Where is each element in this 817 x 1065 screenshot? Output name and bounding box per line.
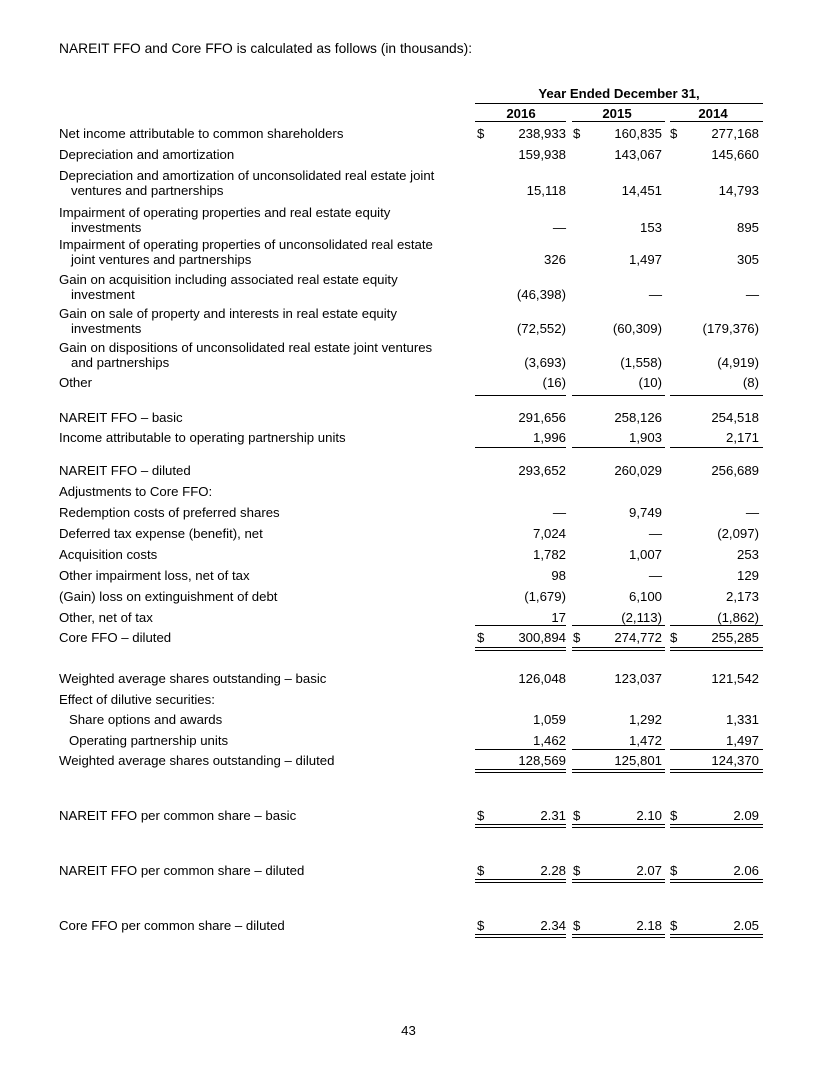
total-double-rule	[475, 937, 566, 938]
row-label-line: Other, net of tax	[59, 610, 153, 625]
cell-value-2015: 1,292	[628, 712, 662, 727]
row-label	[59, 753, 334, 768]
cell-value-2016: 126,048	[518, 671, 566, 686]
cell-value-2014: 1,497	[725, 733, 759, 748]
row-label-line: Income attributable to operating partnership units	[59, 430, 346, 445]
row-label-continuation: investments	[71, 321, 142, 336]
total-double-rule	[670, 934, 763, 935]
row-label-line: NAREIT FFO – diluted	[59, 463, 191, 478]
total-double-rule	[475, 882, 566, 883]
row-label-line: Core FFO per common share – diluted	[59, 918, 285, 933]
row-label	[59, 410, 183, 425]
cell-value-2014: 277,168	[711, 126, 759, 141]
row-label	[59, 547, 157, 562]
cell-value-2016: 2.34	[540, 918, 566, 933]
currency-symbol: $	[670, 808, 678, 823]
cell-value-2015: 1,007	[628, 547, 662, 562]
total-double-rule	[670, 937, 763, 938]
row-label-continuation: and partnerships	[71, 355, 170, 370]
cell-value-2015: (10)	[638, 375, 662, 390]
total-double-rule	[572, 650, 665, 651]
total-double-rule	[670, 824, 763, 825]
row-label-continuation: ventures and partnerships	[71, 183, 224, 198]
subtotal-rule	[670, 625, 763, 626]
row-label-line: Impairment of operating properties of unconsolidated real estate	[59, 237, 433, 252]
cell-value-2016: 7,024	[532, 526, 566, 541]
cell-value-2015: 274,772	[614, 630, 662, 645]
cell-value-2014: —	[745, 287, 759, 302]
total-double-rule	[475, 772, 566, 773]
row-label	[69, 733, 228, 748]
cell-value-2015: 1,497	[628, 252, 662, 267]
cell-value-2015: 1,472	[628, 733, 662, 748]
total-double-rule	[475, 879, 566, 880]
cell-value-2014: 145,660	[711, 147, 759, 162]
row-label-line: NAREIT FFO per common share – diluted	[59, 863, 305, 878]
cell-value-2014: (2,097)	[717, 526, 759, 541]
row-label-line: Gain on acquisition including associated real estate equity	[59, 272, 398, 287]
year-rule-2016	[475, 121, 566, 122]
total-double-rule	[572, 772, 665, 773]
total-double-rule	[670, 647, 763, 648]
total-double-rule	[475, 650, 566, 651]
cell-value-2016: 293,652	[518, 463, 566, 478]
row-label	[59, 589, 277, 604]
row-label	[59, 375, 92, 390]
row-label	[59, 630, 171, 645]
row-label-line: NAREIT FFO per common share – basic	[59, 808, 297, 823]
row-label-line: (Gain) loss on extinguishment of debt	[59, 589, 278, 604]
row-label	[59, 272, 398, 302]
subtotal-rule	[572, 447, 665, 448]
subtotal-rule	[670, 395, 763, 396]
total-double-rule	[572, 827, 665, 828]
total-double-rule	[572, 647, 665, 648]
cell-value-2014: 124,370	[711, 753, 759, 768]
cell-value-2016: 2.31	[540, 808, 566, 823]
row-label	[59, 568, 250, 583]
year-rule-2015	[572, 121, 665, 122]
row-label-line: Weighted average shares outstanding – basic	[59, 671, 327, 686]
row-label-line: Impairment of operating properties and real estate equity	[59, 205, 391, 220]
total-double-rule	[475, 824, 566, 825]
cell-value-2014: 129	[736, 568, 759, 583]
cell-value-2014: 121,542	[711, 671, 759, 686]
row-label	[59, 205, 390, 235]
cell-value-2014: 2.06	[733, 863, 759, 878]
row-label	[59, 126, 343, 141]
row-label-line: Operating partnership units	[69, 733, 229, 748]
row-label	[59, 340, 432, 370]
cell-value-2016: (1,679)	[524, 589, 566, 604]
cell-value-2014: 2,171	[725, 430, 759, 445]
row-label-continuation: investment	[71, 287, 135, 302]
cell-value-2016: 300,894	[518, 630, 566, 645]
row-label-continuation: investments	[71, 220, 142, 235]
year-2014-header: 2014	[698, 106, 728, 121]
cell-value-2015: 6,100	[628, 589, 662, 604]
row-label-line: Other	[59, 375, 92, 390]
total-double-rule	[572, 879, 665, 880]
row-label-line: Depreciation and amortization of unconsolidated real estate joint	[59, 168, 435, 183]
currency-symbol: $	[670, 863, 678, 878]
currency-symbol: $	[477, 630, 485, 645]
currency-symbol: $	[573, 126, 581, 141]
cell-value-2016: 1,059	[532, 712, 566, 727]
row-label-line: Other impairment loss, net of tax	[59, 568, 250, 583]
cell-value-2015: (2,113)	[621, 610, 662, 625]
subtotal-rule	[475, 749, 566, 750]
cell-value-2014: (4,919)	[717, 355, 759, 370]
row-label-continuation: joint ventures and partnerships	[71, 252, 252, 267]
row-label-line: Acquisition costs	[59, 547, 158, 562]
cell-value-2015: 125,801	[614, 753, 662, 768]
cell-value-2016: (3,693)	[524, 355, 566, 370]
row-label-line: Weighted average shares outstanding – diluted	[59, 753, 335, 768]
cell-value-2016: 1,462	[532, 733, 566, 748]
subtotal-rule	[670, 749, 763, 750]
cell-value-2015: 2.07	[636, 863, 662, 878]
row-label	[59, 168, 434, 198]
row-label	[59, 692, 215, 707]
currency-symbol: $	[477, 126, 485, 141]
cell-value-2014: (8)	[742, 375, 759, 390]
total-double-rule	[670, 650, 763, 651]
total-double-rule	[475, 934, 566, 935]
currency-symbol: $	[670, 918, 678, 933]
cell-value-2016: 15,118	[526, 183, 566, 198]
subtotal-rule	[572, 625, 665, 626]
cell-value-2015: —	[648, 287, 662, 302]
cell-value-2016: (46,398)	[516, 287, 566, 302]
cell-value-2014: 1,331	[725, 712, 759, 727]
row-label-line: Redemption costs of preferred shares	[59, 505, 280, 520]
cell-value-2015: —	[648, 526, 662, 541]
row-label	[59, 484, 212, 499]
cell-value-2016: 1,782	[532, 547, 566, 562]
total-double-rule	[572, 934, 665, 935]
cell-value-2014: 254,518	[711, 410, 759, 425]
row-label-line: Depreciation and amortization	[59, 147, 235, 162]
total-double-rule	[475, 827, 566, 828]
header-rule	[475, 103, 763, 104]
currency-symbol: $	[477, 863, 485, 878]
total-double-rule	[572, 937, 665, 938]
cell-value-2014: 895	[736, 220, 759, 235]
row-label-line: Share options and awards	[69, 712, 223, 727]
row-label	[59, 863, 304, 878]
total-double-rule	[475, 647, 566, 648]
cell-value-2016: (16)	[542, 375, 566, 390]
cell-value-2016: —	[552, 505, 566, 520]
row-label	[59, 430, 346, 445]
year-2015-header: 2015	[602, 106, 632, 121]
page-number: 43	[401, 1023, 416, 1038]
cell-value-2014: 2.09	[733, 808, 759, 823]
cell-value-2015: 160,835	[614, 126, 662, 141]
period-header: Year Ended December 31,	[538, 86, 700, 101]
row-label	[59, 505, 280, 520]
cell-value-2015: 1,903	[628, 430, 662, 445]
row-label-line: Adjustments to Core FFO:	[59, 484, 213, 499]
cell-value-2014: 255,285	[711, 630, 759, 645]
cell-value-2015: 2.10	[636, 808, 662, 823]
cell-value-2014: (1,862)	[717, 610, 759, 625]
row-label	[59, 526, 263, 541]
row-label	[59, 671, 326, 686]
cell-value-2015: 2.18	[636, 918, 662, 933]
cell-value-2014: 2,173	[725, 589, 759, 604]
cell-value-2016: 1,996	[532, 430, 566, 445]
row-label	[59, 147, 234, 162]
cell-value-2016: —	[552, 220, 566, 235]
row-label	[59, 808, 296, 823]
total-double-rule	[572, 882, 665, 883]
cell-value-2014: 14,793	[718, 183, 759, 198]
cell-value-2014: 305	[736, 252, 759, 267]
cell-value-2015: 9,749	[628, 505, 662, 520]
cell-value-2015: 14,451	[621, 183, 662, 198]
currency-symbol: $	[670, 630, 678, 645]
cell-value-2016: 291,656	[518, 410, 566, 425]
year-2016-header: 2016	[506, 106, 536, 121]
row-label-line: Core FFO – diluted	[59, 630, 172, 645]
cell-value-2014: 256,689	[711, 463, 759, 478]
row-label	[59, 463, 191, 478]
cell-value-2015: 143,067	[614, 147, 662, 162]
cell-value-2015: —	[648, 568, 662, 583]
total-double-rule	[670, 772, 763, 773]
cell-value-2015: 260,029	[614, 463, 662, 478]
intro-text: NAREIT FFO and Core FFO is calculated as follows (in thousands):	[59, 41, 473, 56]
row-label	[59, 306, 397, 336]
row-label-line: Gain on sale of property and interests in real estate equity	[59, 306, 397, 321]
cell-value-2014: 253	[736, 547, 759, 562]
cell-value-2014: (179,376)	[702, 321, 759, 336]
cell-value-2015: 153	[639, 220, 662, 235]
row-label	[59, 610, 153, 625]
cell-value-2015: 123,037	[614, 671, 662, 686]
subtotal-rule	[572, 749, 665, 750]
cell-value-2016: 238,933	[518, 126, 566, 141]
row-label-line: Deferred tax expense (benefit), net	[59, 526, 263, 541]
row-label-line: Effect of dilutive securities:	[59, 692, 215, 707]
total-double-rule	[670, 827, 763, 828]
cell-value-2016: 326	[543, 252, 566, 267]
cell-value-2014: 2.05	[733, 918, 759, 933]
cell-value-2015: (1,558)	[620, 355, 662, 370]
cell-value-2016: (72,552)	[516, 321, 566, 336]
cell-value-2016: 2.28	[540, 863, 566, 878]
subtotal-rule	[475, 447, 566, 448]
currency-symbol: $	[573, 863, 581, 878]
row-label-line: Net income attributable to common shareholders	[59, 126, 344, 141]
total-double-rule	[670, 769, 763, 770]
row-label-line: NAREIT FFO – basic	[59, 410, 183, 425]
cell-value-2016: 128,569	[518, 753, 566, 768]
subtotal-rule	[475, 395, 566, 396]
subtotal-rule	[475, 625, 566, 626]
row-label	[59, 918, 285, 933]
total-double-rule	[572, 769, 665, 770]
year-rule-2014	[670, 121, 763, 122]
cell-value-2015: 258,126	[614, 410, 662, 425]
cell-value-2015: (60,309)	[612, 321, 662, 336]
currency-symbol: $	[477, 918, 485, 933]
total-double-rule	[670, 882, 763, 883]
currency-symbol: $	[477, 808, 485, 823]
cell-value-2014: —	[745, 505, 759, 520]
currency-symbol: $	[670, 126, 678, 141]
cell-value-2016: 98	[551, 568, 566, 583]
total-double-rule	[670, 879, 763, 880]
row-label	[69, 712, 222, 727]
currency-symbol: $	[573, 630, 581, 645]
row-label	[59, 237, 433, 267]
cell-value-2016: 159,938	[518, 147, 566, 162]
currency-symbol: $	[573, 808, 581, 823]
subtotal-rule	[670, 447, 763, 448]
total-double-rule	[572, 824, 665, 825]
total-double-rule	[475, 769, 566, 770]
currency-symbol: $	[573, 918, 581, 933]
row-label-line: Gain on dispositions of unconsolidated real estate joint ventures	[59, 340, 433, 355]
subtotal-rule	[572, 395, 665, 396]
cell-value-2016: 17	[551, 610, 566, 625]
